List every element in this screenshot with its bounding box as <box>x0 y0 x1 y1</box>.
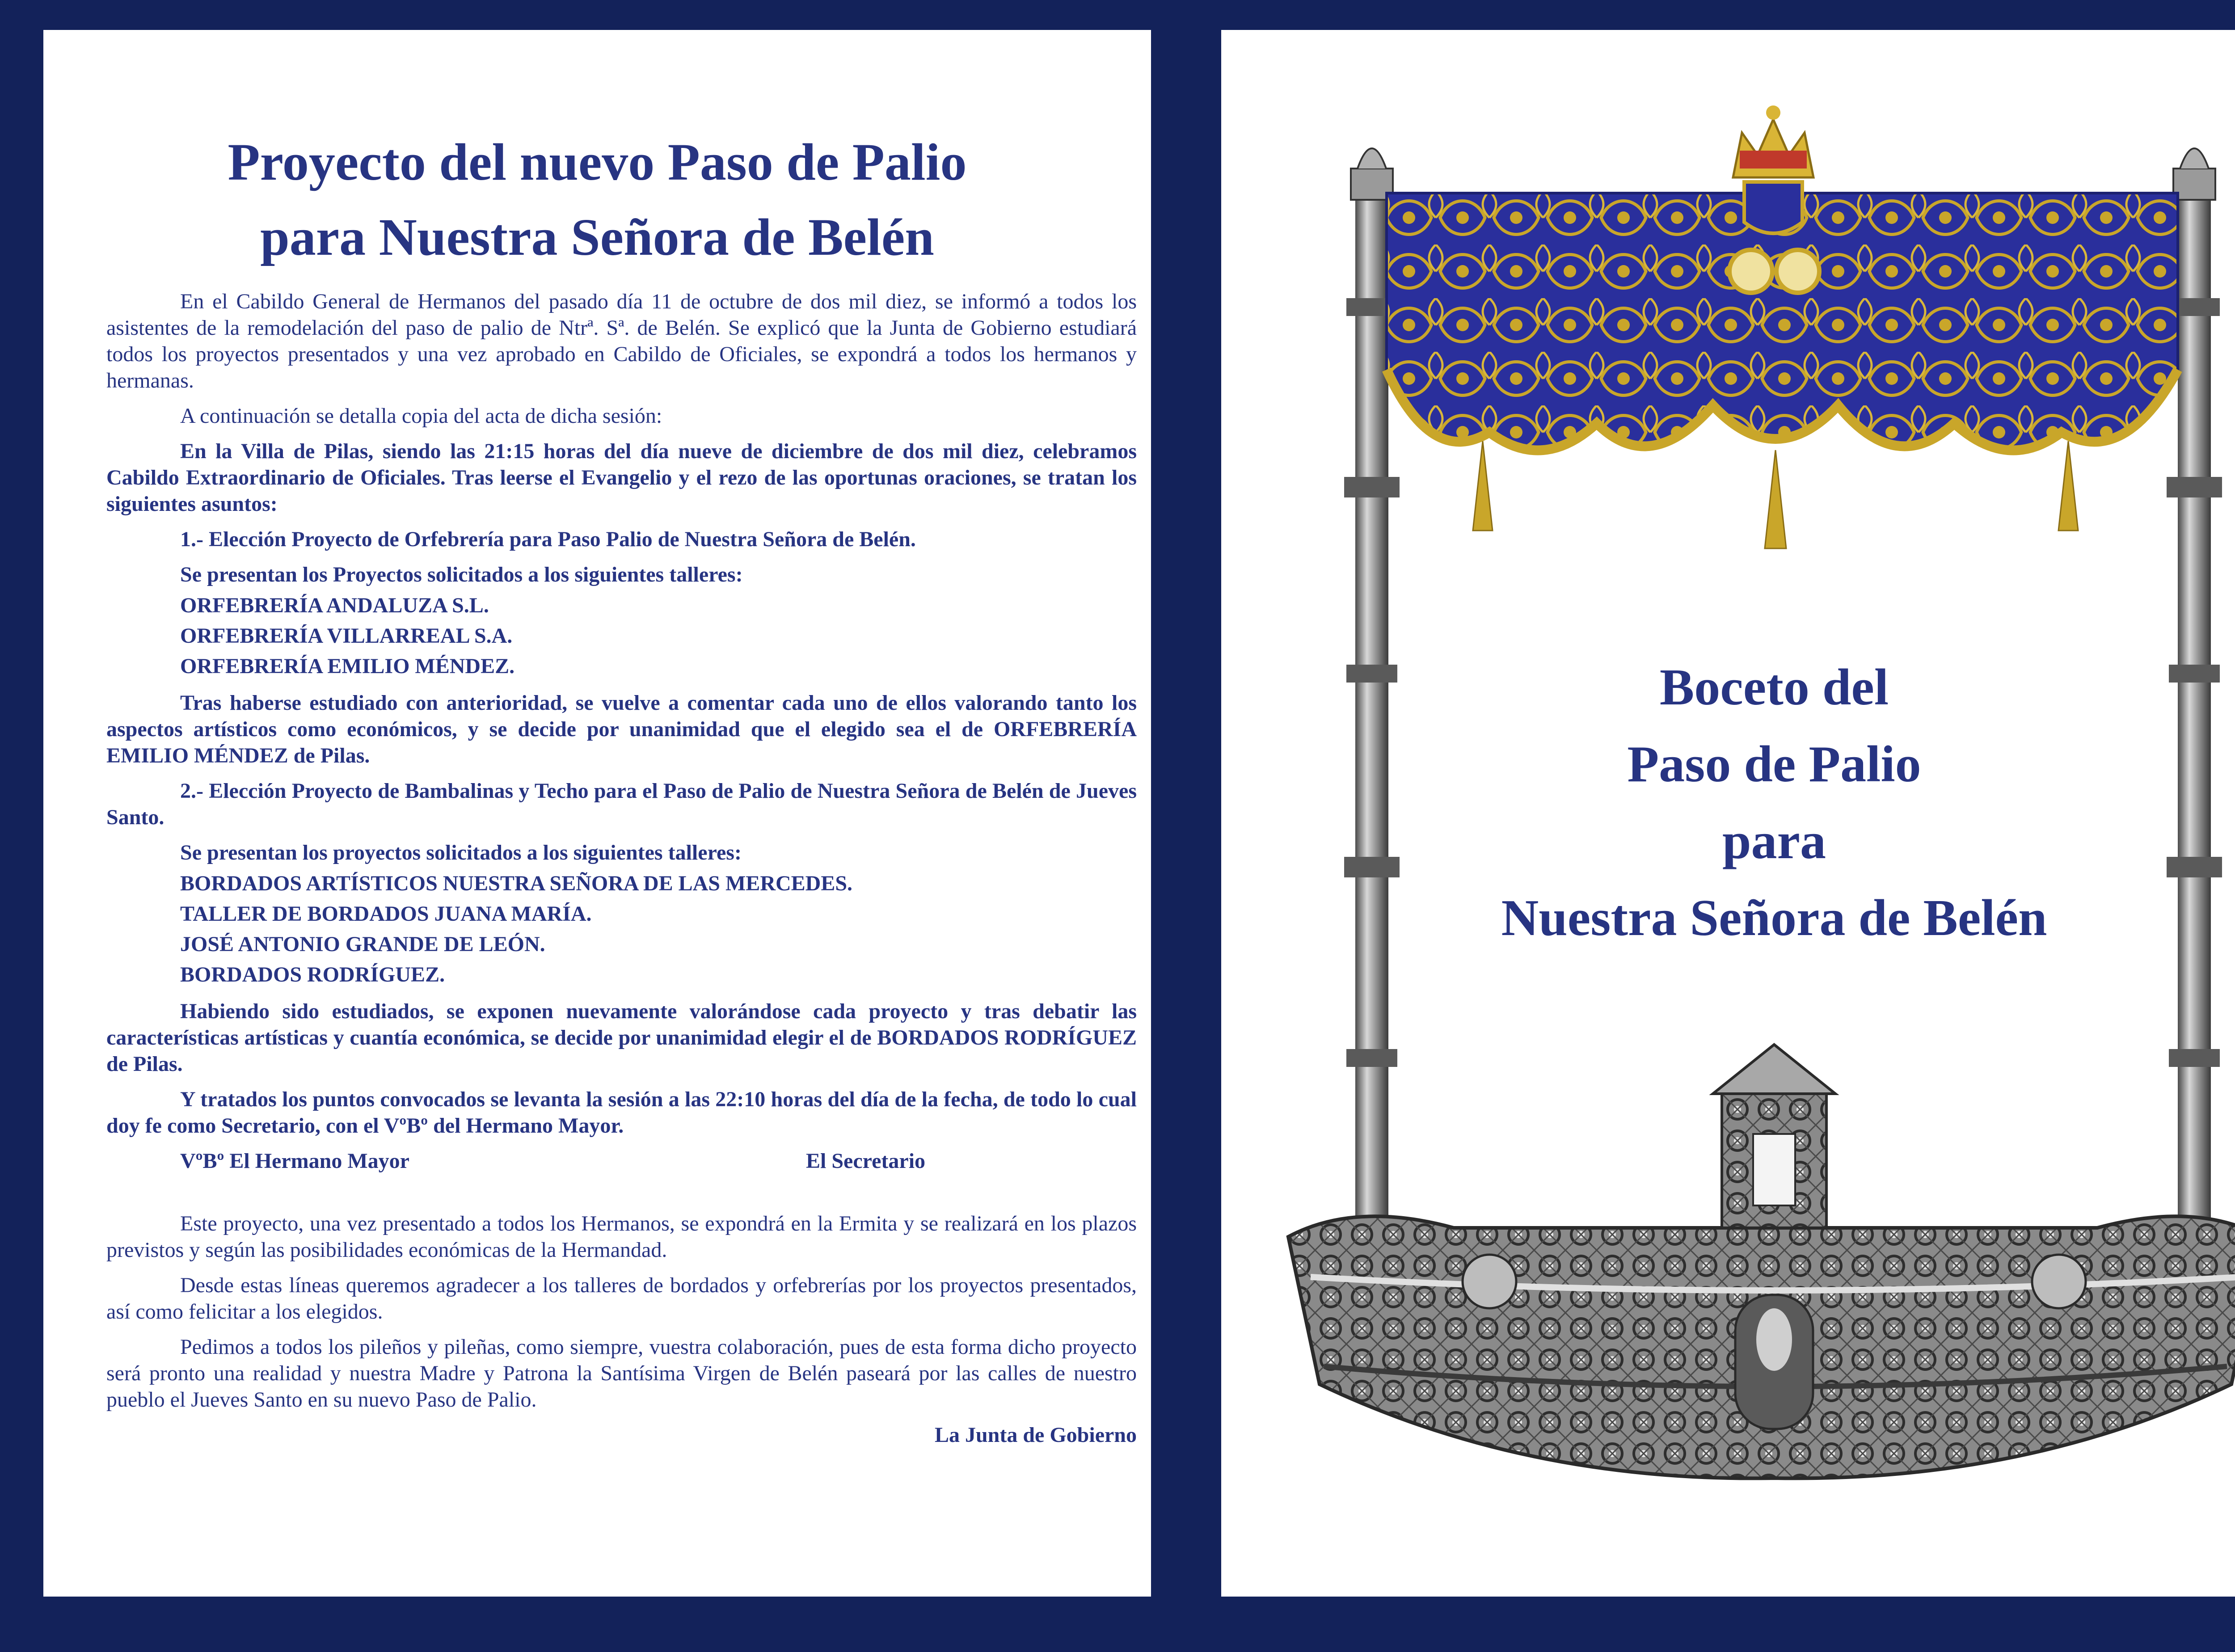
paragraph-exposicion: Este proyecto, una vez presentado a todos los Hermanos, se expondrá en la Ermita y se realizará en los plazos previstos y según las posibilidades económicas de la Hermandad. <box>106 1212 1137 1262</box>
list-item: TALLER DE BORDADOS JUANA MARÍA. <box>180 902 592 926</box>
palio-bambalina <box>1387 105 2178 548</box>
paso-canasto <box>1288 1045 2235 1478</box>
title-line-2: para Nuestra Señora de Belén <box>260 208 934 266</box>
paragraph-intro: En el Cabildo General de Hermanos del pasado día 11 de octubre de dos mil diez, se informó a todos los asistentes de la remodelación del paso de palio de Ntrª. Sª. de Belén. Se explicó que la Junta de Gobierno estudiará todos los proyectos presentados y una vez aprobado en Cabildo de Oficiales, se expondrá a todos los hermanos y hermanas. <box>106 290 1137 392</box>
signature-row <box>106 1148 1137 1179</box>
boceto-title <box>1221 649 2235 957</box>
point-1-result: Tras haberse estudiado con anterioridad, se vuelve a comentar cada uno de ellos valorando tanto los aspectos artísticos como económicos, y se decide por unanimidad que el elegido sea el de ORFEBRERÍA EMILIO MÉNDEZ de Pilas. <box>106 691 1137 767</box>
list-item: JOSÉ ANTONIO GRANDE DE LEÓN. <box>180 932 545 956</box>
signature-hermano-mayor: VºBº El Hermano Mayor <box>180 1149 409 1173</box>
boceto-line-4: Nuestra Señora de Belén <box>1501 889 2047 947</box>
point-2-heading: 2.- Elección Proyecto de Bambalinas y Techo para el Paso de Palio de Nuestra Señora de Belén de Jueves Santo. <box>106 779 1137 829</box>
signature-secretario: El Secretario <box>806 1149 926 1173</box>
closing-paragraph: Y tratados los puntos convocados se levanta la sesión a las 22:10 horas del día de la fecha, de todo lo cual doy fe como Secretario, con el VºBº del Hermano Mayor. <box>106 1087 1137 1138</box>
boceto-line-2: Paso de Palio <box>1627 736 1921 793</box>
orfebreria-list <box>106 590 1137 682</box>
right-page <box>1221 30 2235 1597</box>
article-body <box>106 288 1137 1448</box>
list-item: ORFEBRERÍA ANDALUZA S.L. <box>180 594 489 617</box>
list-item: BORDADOS ARTÍSTICOS NUESTRA SEÑORA DE LAS MERCEDES. <box>180 872 853 895</box>
point-1-intro: Se presentan los Proyectos solicitados a los siguientes talleres: <box>180 563 743 586</box>
boceto-line-3: para <box>1722 813 1826 870</box>
point-1-heading: 1.- Elección Proyecto de Orfebrería para Paso Palio de Nuestra Señora de Belén. <box>180 527 916 551</box>
bordados-list <box>106 868 1137 990</box>
title-line-1: Proyecto del nuevo Paso de Palio <box>228 133 967 191</box>
page-title <box>43 125 1151 275</box>
point-2-result: Habiendo sido estudiados, se exponen nuevamente valorándose cada proyecto y tras debatir las características artísticas y cuantía económica, se decide por unanimidad elegir el de BORDADOS RODRÍGUEZ de Pilas. <box>106 999 1137 1076</box>
junta-signature: La Junta de Gobierno <box>934 1423 1137 1447</box>
list-item: BORDADOS RODRÍGUEZ. <box>180 963 445 986</box>
paragraph-colaboracion: Pedimos a todos los pileños y pileñas, como siempre, vuestra colaboración, pues de esta forma dicho proyecto será pronto una realidad y nuestra Madre y Patrona la Santísima Virgen de Belén paseará por las calles de nuestro pueblo el Jueves Santo en su nuevo Paso de Palio. <box>106 1335 1137 1412</box>
list-item: ORFEBRERÍA VILLARREAL S.A. <box>180 624 513 648</box>
paragraph-acta-intro: A continuación se detalla copia del acta de dicha sesión: <box>180 404 662 428</box>
point-2-intro: Se presentan los proyectos solicitados a los siguientes talleres: <box>180 841 742 864</box>
list-item: ORFEBRERÍA EMILIO MÉNDEZ. <box>180 654 515 678</box>
boceto-line-1: Boceto del <box>1659 659 1889 716</box>
paragraph-agradecimiento: Desde estas líneas queremos agradecer a los talleres de bordados y orfebrerías por los proyectos presentados, así como felicitar a los elegidos. <box>106 1273 1137 1323</box>
paragraph-acta-opening: En la Villa de Pilas, siendo las 21:15 horas del día nueve de diciembre de dos mil diez, celebramos Cabildo Extraordinario de Oficiales. Tras leerse el Evangelio y el rezo de las oportunas oraciones, se tratan los siguientes asuntos: <box>106 439 1137 516</box>
left-page <box>43 30 1151 1597</box>
